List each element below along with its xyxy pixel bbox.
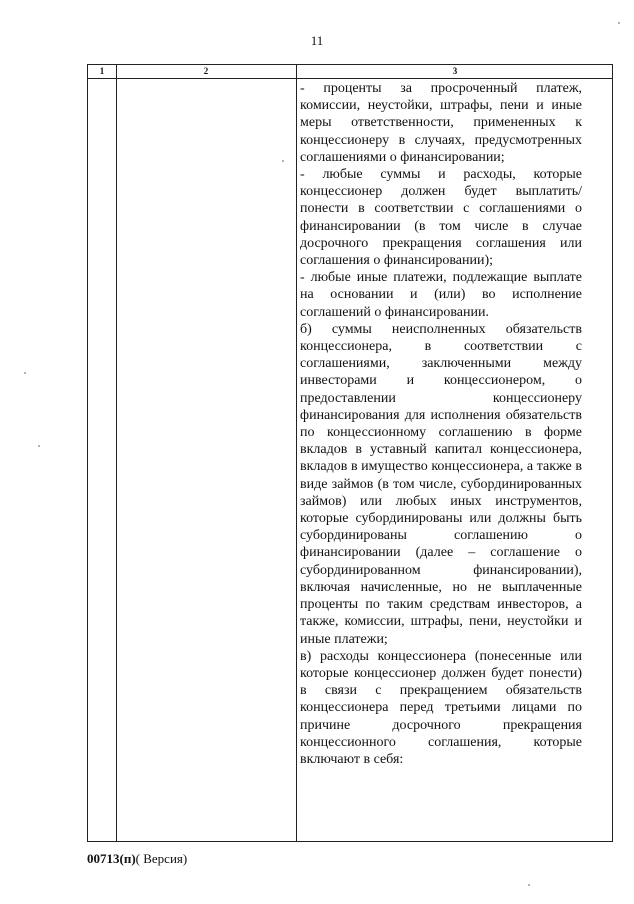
scan-speck [282,160,284,162]
document-code [87,851,187,867]
paragraph: в) расходы концессионера (понесенные или которые концессионер должен будет понести) в связи с прекращением обязательств концессионера перед третьими лицами по причине досрочного прекращения концессионного соглашения, которые включают в себя: [300,648,582,767]
scan-speck [38,445,40,447]
table-header-row [88,65,612,79]
code-number: 00713(п) [87,851,136,866]
paragraph: - любые иные платежи, подлежащие выплате на основании и (или) во исполнение соглашений о финансировании. [300,270,582,320]
scan-speck [618,22,620,24]
paragraph: б) суммы неисполненных обязательств концессионера, в соответствии с соглашениями, заключенными между инвесторами и концессионером, о предоставлении концессионеру финансирования для исполнения обязательств по концессионному соглашению в форме вкладов в уставный капитал концессионера, вкладов в имущество концессионера, а также в виде займов (в том числе, субординированных займов) или любых иных инструментов, которые субординированы или должны быть субординированы соглашению о финансировании (далее – соглашение о субординированном финансировании), включая начисленные, но не выплаченные проценты по таким средствам инвесторов, а также, комиссии, штрафы, пени, неустойки и иные платежи; [300,321,582,647]
column-header-1: 1 [99,66,105,76]
page-number: 11 [310,33,324,48]
column-divider [116,65,117,841]
version-label: ( Версия) [135,851,188,866]
document-table [87,64,613,842]
column-header-2: 2 [203,66,209,76]
column-header-3: 3 [452,66,458,76]
column-3-content [300,80,582,768]
scan-speck [24,372,26,374]
column-divider [296,65,297,841]
paragraph: - любые суммы и расходы, которые концессионер должен будет выплатить/понести в соответствии с соглашениями о финансировании (в том числе в случае досрочного прекращения соглашения или соглашения о финансировании); [300,167,582,269]
paragraph: - проценты за просроченный платеж, комиссии, неустойки, штрафы, пени и иные меры ответственности, примененных к концессионеру в случаях, предусмотренных соглашениями о финансировании; [300,81,582,165]
scan-speck [528,884,530,886]
